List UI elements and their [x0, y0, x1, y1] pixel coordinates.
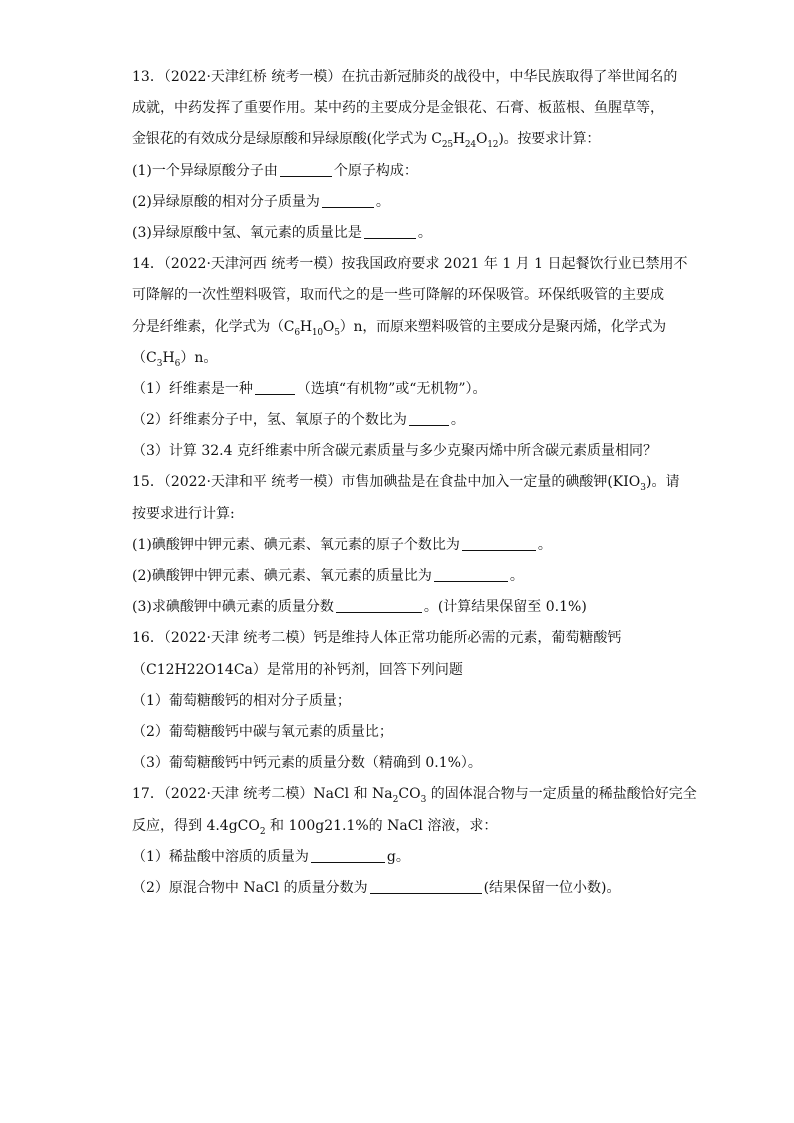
question-text: 的固体混合物与一定质量的稀盐酸恰好完全	[426, 786, 697, 803]
formula-suffix: )。按要求计算：	[498, 131, 601, 148]
formula-subscript: 6	[174, 358, 181, 369]
question-text: 和 100g21.1%的 NaCl 溶液，求：	[265, 817, 498, 834]
sub-question-text: 。(计算结果保留至 0.1%)	[423, 599, 587, 616]
sub-question-text: 。	[537, 536, 552, 553]
question-15	[132, 467, 680, 623]
question-13-sub-2	[132, 187, 672, 218]
sub-question-text: （2）纤维素分子中，氢、氧原子的个数比为	[132, 412, 407, 429]
question-13	[132, 62, 678, 249]
sub-question-text: g。	[386, 848, 410, 865]
answer-blank[interactable]	[409, 409, 449, 426]
formula-subscript: 3	[640, 483, 647, 494]
question-17-sub-2	[132, 873, 672, 904]
formula-suffix: ）n，而原来塑料吸管的主要成分是聚丙烯，化学式为	[339, 318, 666, 335]
formula-subscript: 24	[464, 140, 476, 151]
formula-subscript: 25	[441, 140, 453, 151]
question-13-line-2: 成就，中药发挥了重要作用。某中药的主要成分是金银花、石膏、板蓝根、鱼腥草等，	[132, 100, 664, 117]
formula-element: H	[162, 349, 175, 366]
formula-subscript: 2	[259, 826, 266, 837]
question-15-sub-1	[132, 530, 672, 561]
formula-subscript: 3	[420, 795, 427, 806]
question-17-header	[132, 779, 697, 810]
answer-blank[interactable]	[462, 534, 536, 551]
answer-blank[interactable]	[370, 877, 482, 894]
question-14-header: 14．（2022·天津河西 统考一模）按我国政府要求 2021 年 1 月 1 日起餐饮行业已禁用不	[132, 256, 688, 273]
question-text: 反应，得到 4.4gCO	[132, 817, 260, 834]
formula-prefix: 分是纤维素，化学式为（C	[132, 318, 295, 335]
formula-element: O	[475, 131, 488, 148]
sub-question-text: (3)异绿原酸中氢、氧元素的质量比是	[132, 224, 362, 241]
question-14-sub-1	[132, 374, 672, 405]
sub-question-text: (1)一个异绿原酸分子由	[132, 162, 278, 179]
question-16-sub-3: （3）葡萄糖酸钙中钙元素的质量分数（精确到 0.1%）。	[132, 755, 482, 772]
answer-blank[interactable]	[434, 565, 508, 582]
question-16	[132, 623, 672, 779]
question-16-sub-2: （2）葡萄糖酸钙中碳与氧元素的质量比；	[132, 723, 393, 740]
question-16-sub-1: （1）葡萄糖酸钙的相对分子质量；	[132, 692, 351, 709]
answer-blank[interactable]	[322, 191, 374, 208]
question-16-line-2: （C12H22O14Ca）是常用的补钙剂，回答下列问题	[132, 661, 463, 678]
answer-blank[interactable]	[311, 846, 385, 863]
formula-element: CO	[398, 786, 421, 803]
sub-question-text: (3)求碘酸钾中碘元素的质量分数	[132, 599, 334, 616]
formula-element: O	[322, 318, 335, 335]
question-text: )。请	[646, 474, 680, 491]
question-text: 17．（2022·天津 统考二模）NaCl 和 Na	[132, 786, 393, 803]
sub-question-text: 。	[417, 224, 432, 241]
question-15-sub-3	[132, 592, 672, 623]
answer-blank[interactable]	[336, 596, 422, 613]
formula-suffix: ）n。	[180, 349, 218, 366]
question-17-line-2	[132, 811, 672, 842]
question-15-sub-2	[132, 561, 672, 592]
formula-prefix: （C	[132, 349, 157, 366]
question-14-sub-2	[132, 405, 672, 436]
sub-question-text: (1)碘酸钾中钾元素、碘元素、氧元素的原子个数比为	[132, 536, 460, 553]
sub-question-text: (2)异绿原酸的相对分子质量为	[132, 193, 320, 210]
question-15-header	[132, 467, 680, 498]
question-17-sub-1	[132, 842, 672, 873]
question-13-sub-3	[132, 218, 672, 249]
question-14	[132, 249, 688, 467]
answer-blank[interactable]	[280, 160, 332, 177]
question-14-line-3	[132, 312, 672, 343]
formula-subscript: 12	[487, 140, 499, 151]
question-17	[132, 779, 697, 904]
formula-subscript: 2	[392, 795, 399, 806]
question-16-header: 16．（2022·天津 统考二模）钙是维持人体正常功能所必需的元素，葡萄糖酸钙	[132, 630, 622, 647]
question-15-line-2: 按要求进行计算:	[132, 505, 235, 522]
formula-subscript: 10	[311, 327, 323, 338]
question-14-line-4	[132, 343, 672, 374]
answer-blank[interactable]	[255, 378, 295, 395]
sub-question-text: （1）稀盐酸中溶质的质量为	[132, 848, 309, 865]
formula-prefix: 金银花的有效成分是绿原酸和异绿原酸(化学式为 C	[132, 131, 442, 148]
question-13-header: 13．（2022·天津红桥 统考一模）在抗击新冠肺炎的战役中，中华民族取得了举世闻名的	[132, 69, 678, 85]
question-text: 15．（2022·天津和平 统考一模）市售加碘盐是在食盐中加入一定量的碘酸钾(KIO	[132, 474, 641, 491]
sub-question-text: （2）原混合物中 NaCl 的质量分数为	[132, 879, 368, 896]
formula-subscript: 6	[294, 327, 300, 338]
question-14-sub-3: （3）计算 32.4 克纤维素中所含碳元素质量与多少克聚丙烯中所含碳元素质量相同？	[132, 443, 657, 460]
sub-question-text: 个原子构成：	[333, 162, 418, 179]
question-list	[132, 62, 697, 904]
sub-question-text: 。	[509, 568, 524, 584]
formula-element: H	[299, 318, 312, 335]
formula-subscript: 5	[334, 327, 340, 338]
question-13-sub-1	[132, 156, 672, 187]
sub-question-text: （1）纤维素是一种	[132, 380, 253, 397]
answer-blank[interactable]	[364, 222, 416, 239]
sub-question-text: 。	[450, 412, 465, 429]
question-13-line-3	[132, 124, 672, 155]
formula-subscript: 3	[156, 358, 163, 369]
question-14-line-2: 可降解的一次性塑料吸管，取而代之的是一些可降解的环保吸管。环保纸吸管的主要成	[132, 287, 664, 304]
sub-question-text: 。	[375, 193, 390, 210]
sub-question-text: （选填“有机物”或“无机物”）。	[296, 380, 487, 397]
sub-question-text: (结果保留一位小数)。	[483, 879, 621, 896]
sub-question-text: (2)碘酸钾中钾元素、碘元素、氧元素的质量比为	[132, 568, 432, 584]
formula-element: H	[452, 131, 465, 148]
